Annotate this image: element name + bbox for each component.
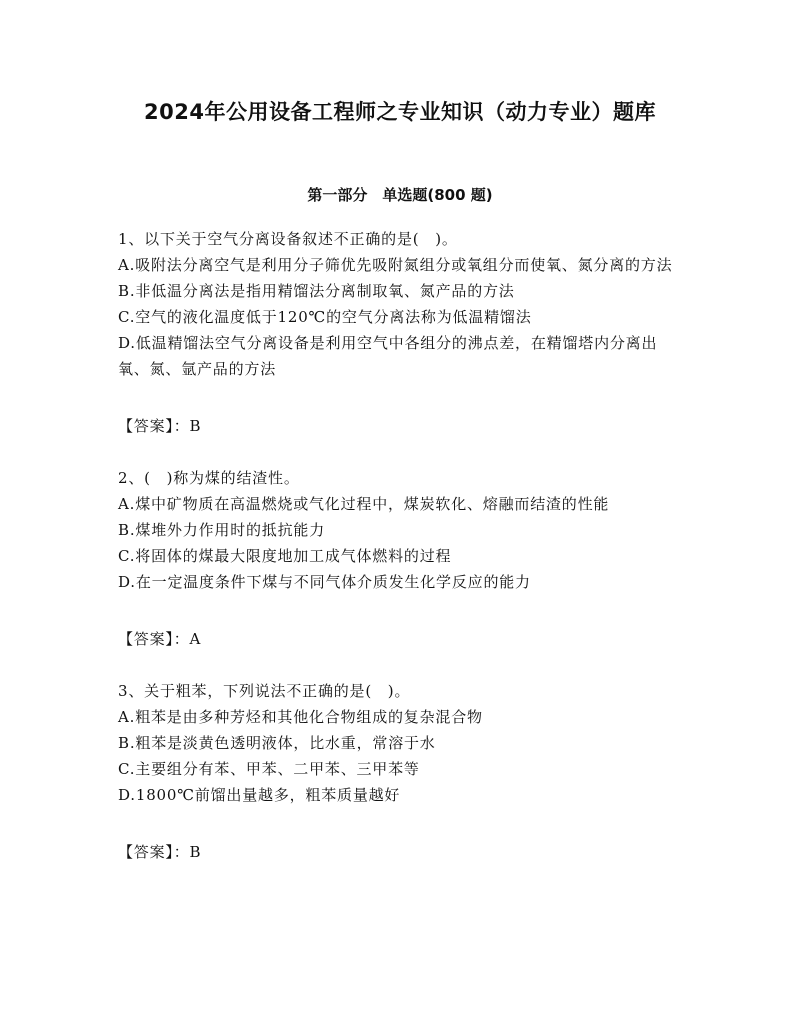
question-stem: 1、以下关于空气分离设备叙述不正确的是( )。 <box>118 230 458 248</box>
option-a: A.煤中矿物质在高温燃烧或气化过程中，煤炭软化、熔融而结渣的性能 <box>118 495 610 513</box>
option-d: D.1800℃前馏出量越多，粗苯质量越好 <box>118 786 401 804</box>
option-b: B.非低温分离法是指用精馏法分离制取氧、氮产品的方法 <box>118 282 515 300</box>
document-title: 2024年公用设备工程师之专业知识（动力专业）题库 <box>144 100 656 124</box>
question-stem: 2、( )称为煤的结渣性。 <box>118 469 300 487</box>
option-b: B.粗苯是淡黄色透明液体，比水重，常溶于水 <box>118 734 436 752</box>
answer-line: 【答案】：B <box>118 417 202 435</box>
option-a: A.吸附法分离空气是利用分子筛优先吸附氮组分或氧组分而使氧、氮分离的方法 <box>118 256 673 274</box>
option-c: C.主要组分有苯、甲苯、二甲苯、三甲苯等 <box>118 760 420 778</box>
question-2 <box>118 465 683 652</box>
question-1 <box>118 226 683 439</box>
question-3 <box>118 678 683 865</box>
option-d: D.在一定温度条件下煤与不同气体介质发生化学反应的能力 <box>118 573 531 591</box>
answer-line: 【答案】：B <box>118 843 202 861</box>
option-c: C.将固体的煤最大限度地加工成气体燃料的过程 <box>118 547 452 565</box>
section-title: 第一部分 单选题(800 题) <box>307 186 493 204</box>
option-d: D.低温精馏法空气分离设备是利用空气中各组分的沸点差，在精馏塔内分离出氧、氮、氩产品的方法 <box>118 334 658 378</box>
option-b: B.煤堆外力作用时的抵抗能力 <box>118 521 325 539</box>
question-list <box>118 226 683 891</box>
answer-line: 【答案】：A <box>118 630 202 648</box>
option-c: C.空气的液化温度低于120℃的空气分离法称为低温精馏法 <box>118 308 532 326</box>
option-a: A.粗苯是由多种芳烃和其他化合物组成的复杂混合物 <box>118 708 483 726</box>
question-stem: 3、关于粗苯，下列说法不正确的是( )。 <box>118 682 411 700</box>
